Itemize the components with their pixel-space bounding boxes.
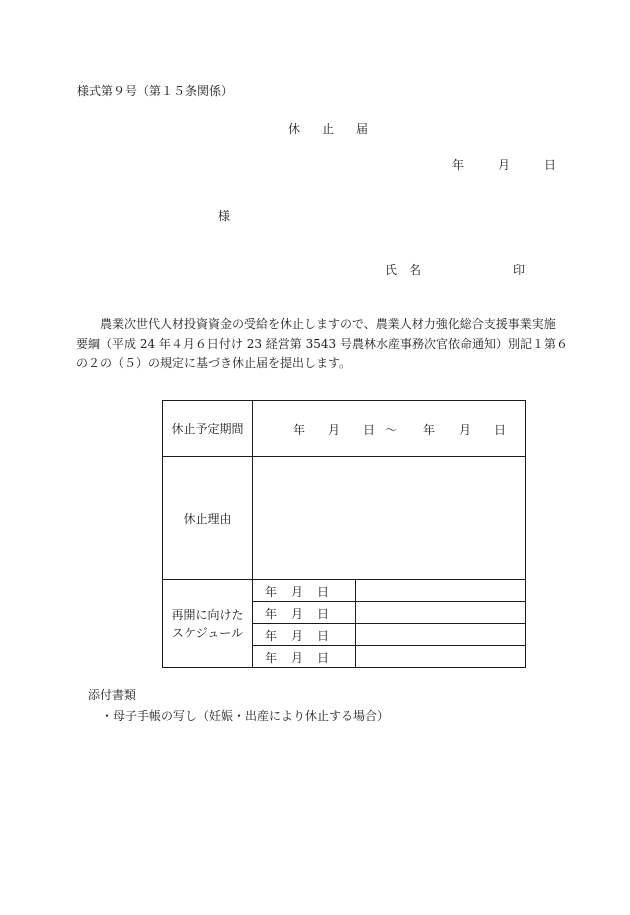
reason-row [163,457,526,580]
body-line: 農業次世代人材投資資金の受給を休止しますので、農業人材力強化総合支援事業実施 [88,317,556,331]
body-line: 要綱（平成 24 年４月６日付け 23 経営第 3543 号農林水産事務次官依命通知）別記１第６ [76,336,568,351]
attachment-item: ・母子手帳の写し（妊娠・出産により休止する場合） [101,709,390,723]
schedule-month: 月 [291,585,304,599]
applicant-name-label: 氏 名 [385,263,422,277]
title-char: 休 [288,122,301,136]
period-year1: 年 [293,423,306,437]
schedule-date-field[interactable] [253,624,356,646]
schedule-content-field[interactable] [356,580,526,602]
period-month1: 月 [328,423,341,437]
addressee-honorific: 様 [218,209,231,223]
attachments-title: 添付書類 [88,688,137,702]
reason-field[interactable] [253,457,526,580]
period-day1: 日 [363,423,376,437]
period-label: 休止予定期間 [163,401,253,457]
schedule-date-field[interactable] [253,602,356,624]
document-title [288,120,368,137]
date-month-label: 月 [498,158,511,172]
schedule-content-field[interactable] [356,646,526,668]
schedule-label-line: スケジュール [171,625,244,640]
submission-date [0,156,630,172]
applicant-signature [0,261,630,277]
schedule-date-field[interactable] [253,646,356,668]
title-char: 止 [322,122,335,136]
reason-label: 休止理由 [163,457,253,580]
body-paragraph [76,315,573,374]
date-day-label: 日 [544,158,557,172]
body-line: の２の（５）の規定に基づき休止届を提出します。 [76,356,352,370]
schedule-row [163,580,526,602]
schedule-content-field[interactable] [356,624,526,646]
schedule-day: 日 [317,607,330,621]
period-month2: 月 [459,423,472,437]
schedule-year: 年 [265,607,278,621]
schedule-month: 月 [291,651,304,665]
schedule-year: 年 [265,629,278,643]
schedule-label-line: 再開に向けた [171,607,244,622]
form-number: 様式第９号（第１５条関係） [77,84,234,98]
schedule-year: 年 [265,585,278,599]
schedule-month: 月 [291,629,304,643]
period-year2: 年 [423,423,436,437]
period-day2: 日 [494,423,507,437]
suspension-form-table [162,400,526,668]
schedule-date-field[interactable] [253,580,356,602]
period-field[interactable] [253,401,526,457]
date-year-label: 年 [452,158,465,172]
schedule-day: 日 [317,651,330,665]
seal-label: 印 [513,263,526,277]
period-row [163,401,526,457]
schedule-content-field[interactable] [356,602,526,624]
period-tilde: 〜 [385,423,398,437]
schedule-day: 日 [317,629,330,643]
schedule-month: 月 [291,607,304,621]
schedule-year: 年 [265,651,278,665]
schedule-day: 日 [317,585,330,599]
schedule-label [163,580,253,668]
title-char: 届 [356,122,369,136]
